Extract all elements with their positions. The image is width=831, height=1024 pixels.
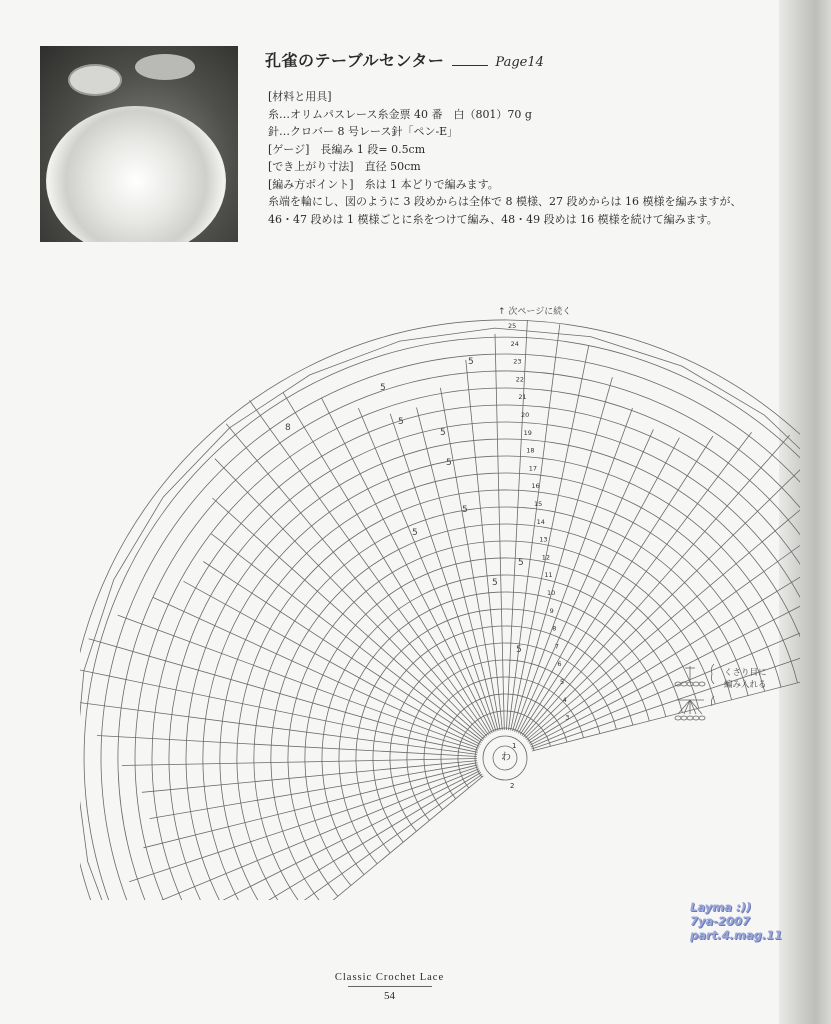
repeat-label: 5 (412, 528, 418, 538)
row-number: 8 (552, 624, 557, 633)
row-number: 19 (523, 428, 532, 437)
watermark-line-2: 7ya-2007 (690, 914, 751, 928)
repeat-label: 5 (398, 417, 404, 427)
page-number: 54 (384, 990, 395, 1002)
pattern-specs (268, 88, 768, 228)
repeat-label: 8 (285, 423, 291, 433)
materials-heading: [材料と用具] (268, 90, 332, 103)
row-number: 5 (560, 678, 565, 686)
photo-doily (46, 106, 226, 242)
continue-label: ↑ 次ページに続く (498, 307, 572, 317)
row-number: 3 (565, 713, 570, 722)
repeat-label: 5 (518, 558, 524, 568)
book-title: Classic Crochet Lace (334, 972, 445, 983)
row-number: 11 (544, 571, 553, 580)
row-number: 16 (531, 482, 540, 491)
watermark-line-1: Layma :)) (690, 900, 752, 914)
row-number: 21 (518, 393, 527, 402)
legend-line-1: くさり目に (724, 668, 767, 678)
row-number: 18 (526, 446, 535, 455)
row-number: 13 (539, 535, 548, 544)
title-dash (452, 65, 488, 66)
row-number: 10 (547, 589, 556, 597)
row-number: 4 (562, 695, 567, 704)
needle-spec: 針…クロバー 8 号レース針「ペン-E」 (268, 125, 459, 138)
repeat-label: 5 (440, 428, 446, 438)
row-number: 20 (521, 411, 530, 419)
repeat-label: 5 (462, 505, 468, 515)
row-number: 12 (541, 553, 551, 562)
legend-text (724, 667, 767, 691)
points-spec: [編み方ポイント] 糸は 1 本どりで編みます。 (268, 177, 499, 191)
doily-photo (40, 46, 238, 242)
repeat-label: 5 (468, 357, 474, 367)
watermark-line-3: part.4.mag.11 (690, 928, 783, 942)
thread-spec: 糸…オリムパスレース糸金票 40 番 白（801）70 g (268, 107, 532, 121)
row-number: 25 (508, 322, 517, 330)
watermark (690, 900, 782, 942)
row-number: 7 (554, 642, 559, 651)
row-number: 17 (528, 464, 538, 473)
row-number: 14 (536, 517, 545, 526)
center-row-1: 1 (512, 742, 517, 750)
gauge-spec: [ゲージ] 長編み 1 段= 0.5cm (268, 142, 426, 156)
pattern-title: 孔雀のテーブルセンター (265, 51, 445, 70)
legend-line-2: 編み入れる (724, 680, 767, 690)
note-line-1: 糸端を輪にし、図のように 3 段めからは全体で 8 模様、27 段めからは 16 模様を編みますが、 (268, 195, 742, 208)
row-number: 24 (510, 339, 519, 348)
crochet-chart (80, 300, 800, 900)
repeat-label: 5 (380, 383, 386, 393)
footer-rule (348, 986, 432, 987)
row-number: 22 (515, 375, 525, 384)
repeat-label: 5 (516, 645, 522, 655)
row-number: 23 (513, 357, 522, 366)
title-row (265, 48, 544, 70)
photo-cup (68, 64, 122, 96)
size-spec: [でき上がり寸法] 直径 50cm (268, 160, 421, 173)
repeat-label: 5 (492, 578, 498, 588)
repeat-label: 5 (446, 458, 452, 468)
center-row-2: 2 (510, 782, 515, 790)
row-number: 6 (557, 660, 562, 669)
note-line-2: 46・47 段めは 1 模様ごとに糸をつけて編み、48・49 段めは 16 模様を続けて編みます。 (268, 212, 718, 226)
page-reference: Page14 (495, 55, 544, 70)
row-number: 9 (549, 606, 554, 615)
row-number: 15 (534, 500, 543, 508)
center-ring-label: わ (501, 752, 511, 763)
photo-saucer (135, 54, 195, 80)
